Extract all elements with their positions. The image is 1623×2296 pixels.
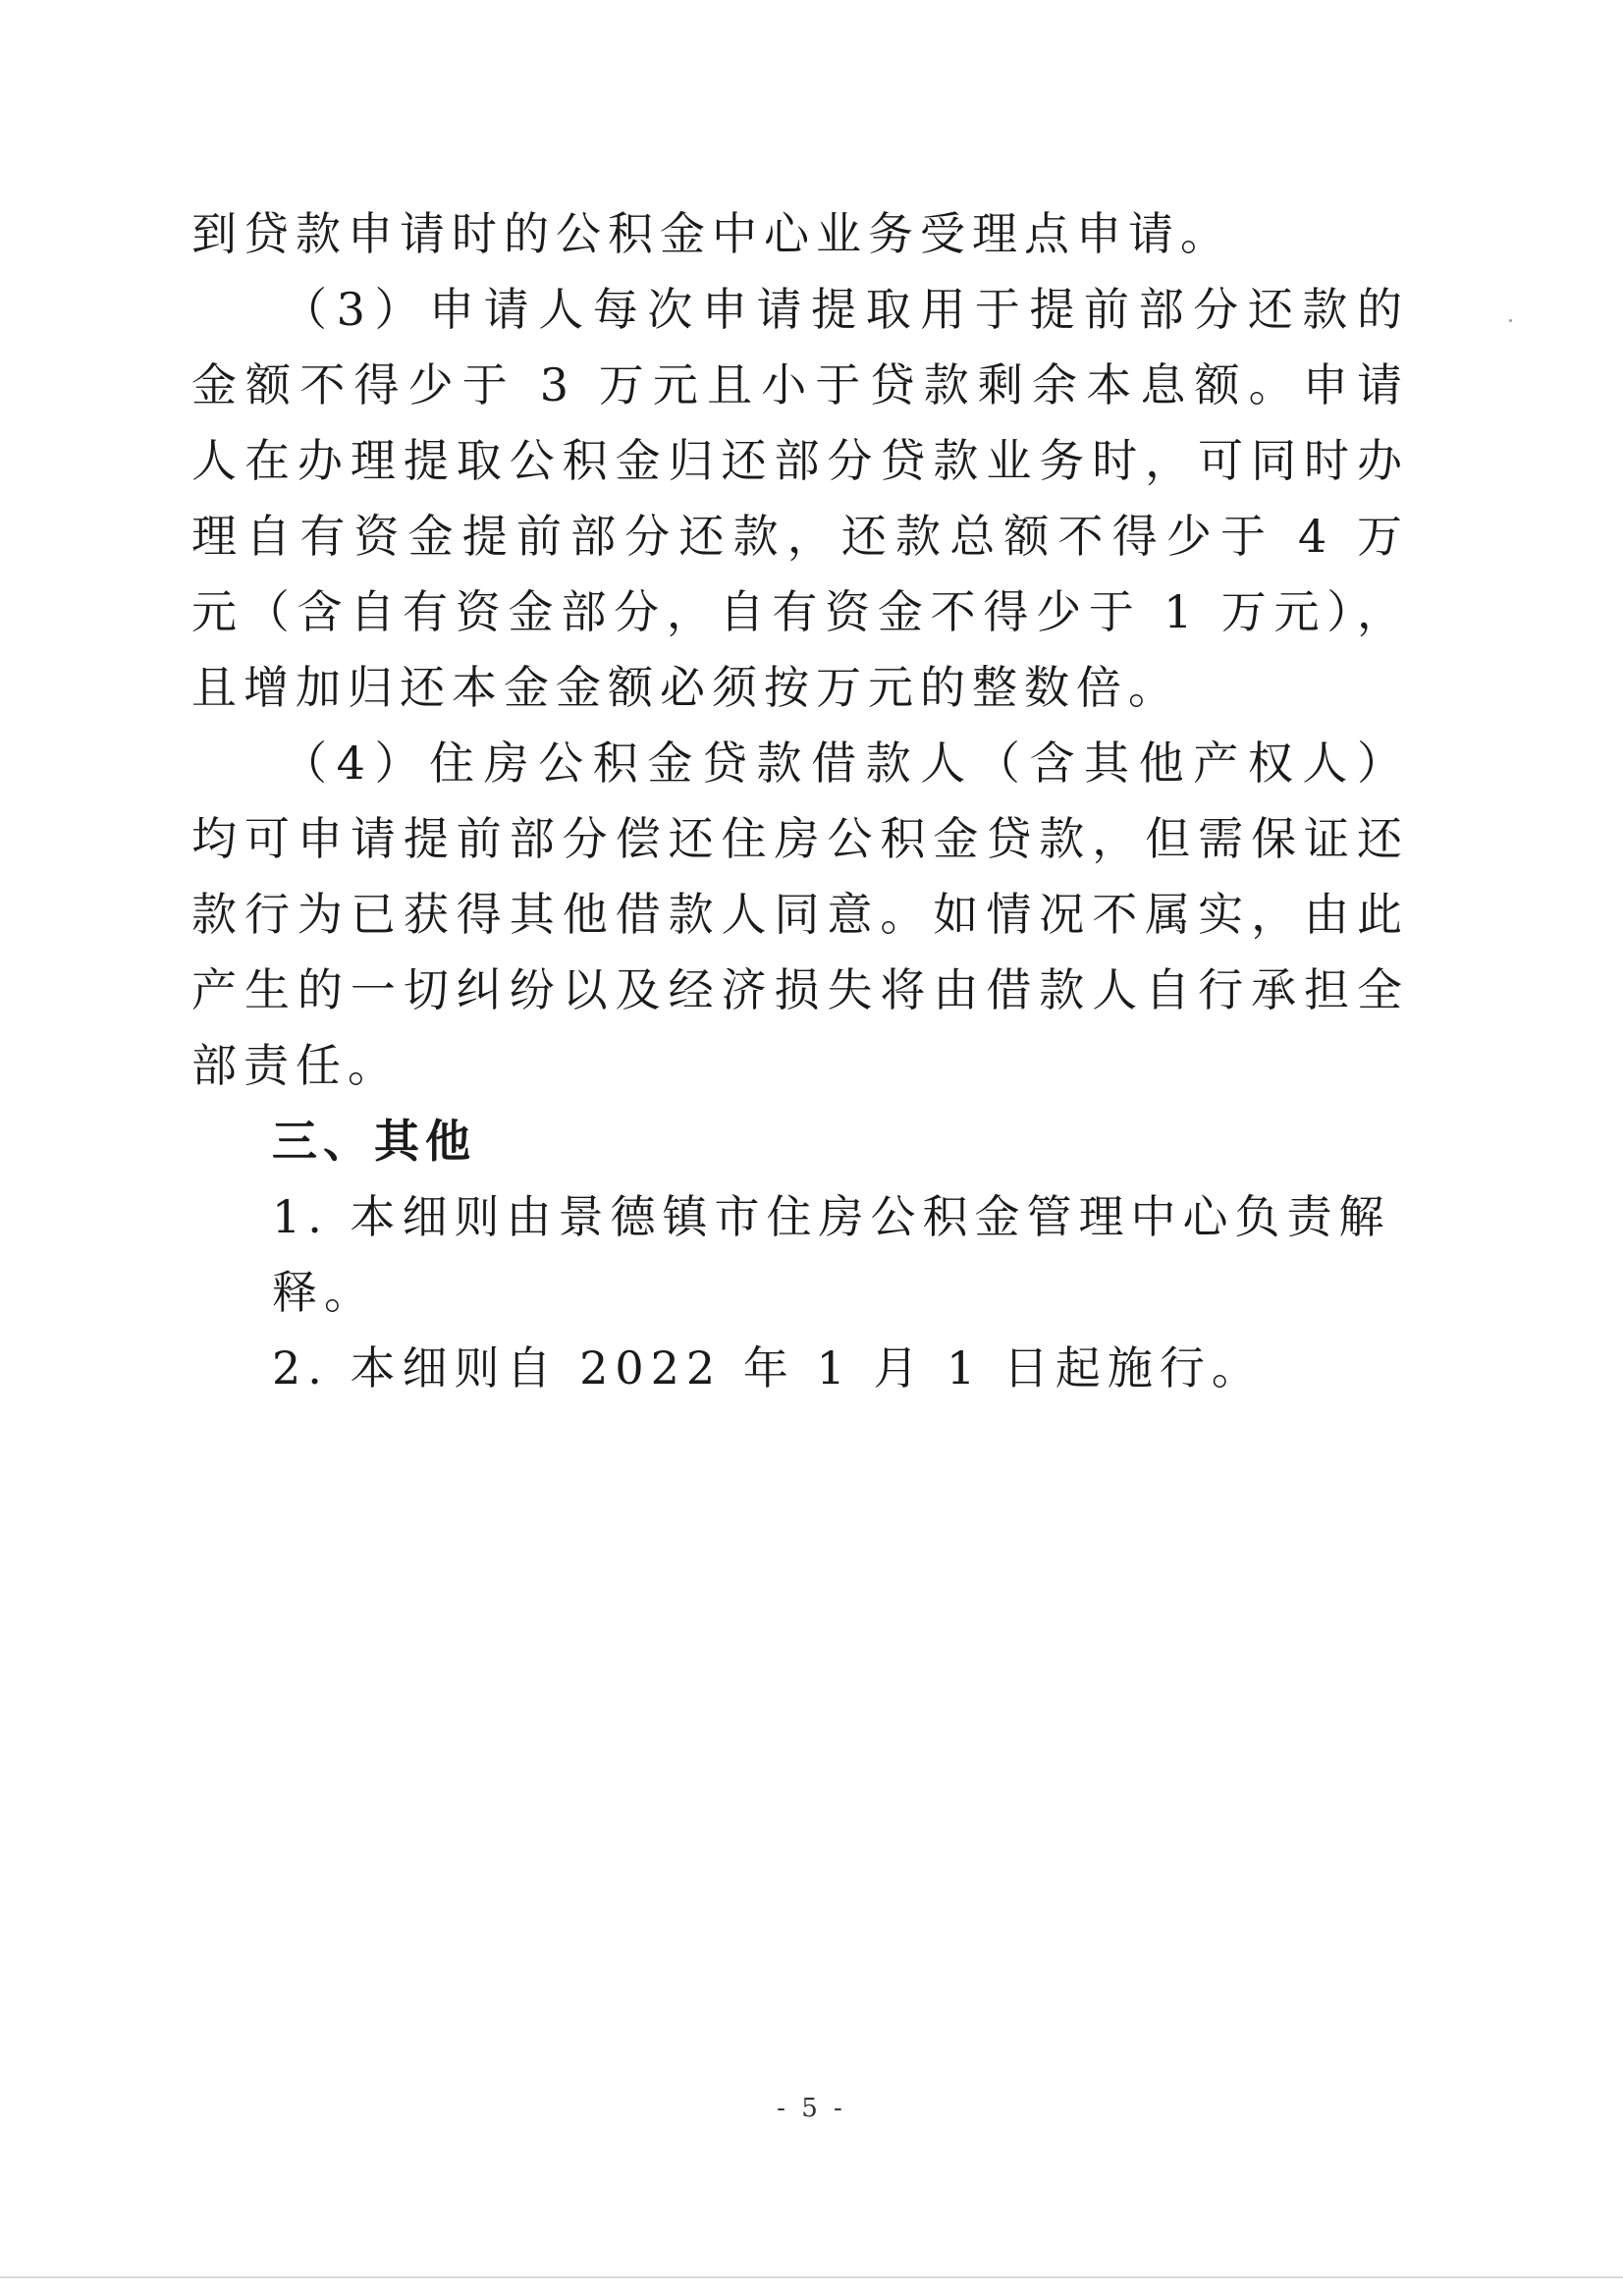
paragraph-continuation: 到贷款申请时的公积金中心业务受理点申请。 <box>191 207 1232 260</box>
scan-edge-line <box>0 2276 1623 2278</box>
list-item-2: 2. 本细则自 2022 年 1 月 1 日起施行。 <box>272 1341 1264 1394</box>
paragraph-item-4: （4）住房公积金贷款借款人（含其他产权人）均可申请提前部分偿还住房公积金贷款，但需保证还款行为已获得其他借款人同意。如情况不属实，由此产生的一切纠纷以及经济损失将由借款人自行承担全部责任。 <box>191 737 1409 1092</box>
page-number: - 5 - <box>777 2094 846 2123</box>
section-heading: 三、其他 <box>272 1115 476 1168</box>
paragraph-item-3: （3）申请人每次申请提取用于提前部分还款的金额不得少于 3 万元且小于贷款剩余本息额。申请人在办理提取公积金归还部分贷款业务时，可同时办理自有资金提前部分还款，还款总额不得少于 4 万元（含自有资金部分，自有资金不得少于 1 万元），且增加归还本金金额必须按万元的整数倍。 <box>191 283 1409 714</box>
document-body <box>191 196 1409 1406</box>
list-item-1: 1. 本细则由景德镇市住房公积金管理中心负责解释。 <box>272 1190 1391 1319</box>
scan-speck <box>1509 319 1512 322</box>
